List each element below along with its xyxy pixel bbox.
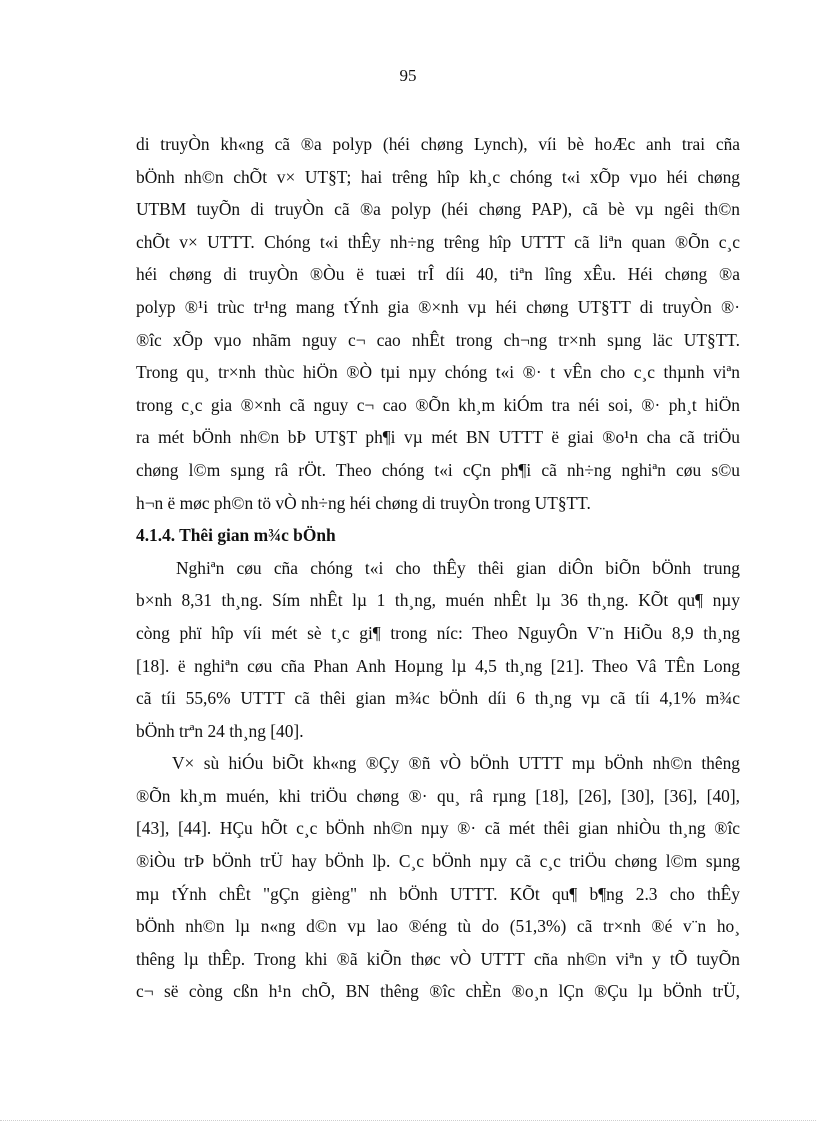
document-body bbox=[136, 128, 740, 1008]
page-number: 95 bbox=[399, 66, 417, 85]
text-line: ®Õn kh¸m muén, khi triÖu chøng ®· qu¸ râ rµng [18], [26], [30], [36], [40], bbox=[136, 785, 740, 806]
text-line: di truyÒn kh«ng cã ®a polyp (héi chøng Lynch), víi bè hoÆc anh trai cña bbox=[136, 134, 740, 154]
text-line: polyp ®¹i trùc tr¹ng mang tÝnh gia ®×nh vµ héi chøng UT§TT di truyÒn ®· bbox=[136, 296, 740, 317]
text-line: UTBM tuyÕn di truyÒn cã ®a polyp (héi chøng PAP), cã bè vµ ngêi th©n bbox=[136, 199, 740, 220]
paragraph-disease-duration bbox=[136, 552, 740, 748]
text-line: bÖnh trªn 24 th¸ng [40]. bbox=[136, 720, 304, 741]
text-line: b×nh 8,31 th¸ng. Sím nhÊt lµ 1 th¸ng, muén nhÊt lµ 36 th¸ng. KÕt qu¶ nµy bbox=[136, 590, 740, 611]
text-line: ®îc xÕp vµo nhãm nguy c¬ cao nhÊt trong ch¬ng tr×nh sµng läc UT§TT. bbox=[136, 329, 740, 350]
text-line: héi chøng di truyÒn ®Òu ë tuæi trÎ díi 40, tiªn lîng xÊu. Héi chøng ®a bbox=[136, 264, 740, 285]
section-heading: 4.1.4. Thêi gian m¾c bÖnh bbox=[136, 525, 336, 546]
text-line: bÖnh nh©n lµ n«ng d©n vµ lao ®éng tù do (51,3%) cã tr×nh ®é v¨n ho¸ bbox=[136, 916, 740, 937]
text-line: chøng l©m sµng râ rÖt. Theo chóng t«i cÇn ph¶i cã nh÷ng nghiªn cøu s©u bbox=[136, 459, 740, 480]
text-line: thêng lµ thÊp. Trong khi ®ã kiÕn thøc vÒ UTTT cña nh©n viªn y tÕ tuyÕn bbox=[136, 948, 740, 969]
text-line: trong c¸c gia ®×nh cã nguy c¬ cao ®Õn kh¸m kiÓm tra néi soi, ®· ph¸t hiÖn bbox=[136, 394, 740, 415]
text-line: [18]. ë nghiªn cøu cña Phan Anh Hoµng lµ 4,5 th¸ng [21]. Theo Vâ TÊn Long bbox=[136, 655, 740, 676]
text-line: c¬ së còng cßn h¹n chÕ, BN thêng ®îc chÈn ®o¸n lÇn ®Çu lµ bÖnh trÜ, bbox=[136, 981, 740, 1002]
text-line: bÖnh nh©n chÕt v× UT§T; hai trêng hîp kh¸c chóng t«i xÕp vµo héi chøng bbox=[136, 166, 740, 187]
text-line: còng phï hîp víi mét sè t¸c gi¶ trong níc: Theo NguyÔn V¨n HiÕu 8,9 th¸ng bbox=[136, 622, 740, 643]
text-line: V× sù hiÓu biÕt kh«ng ®Çy ®ñ vÒ bÖnh UTTT mµ bÖnh nh©n thêng bbox=[172, 753, 740, 774]
text-line: ®iÒu trÞ bÖnh trÜ hay bÖnh lþ. C¸c bÖnh nµy cã c¸c triÖu chøng l©m sµng bbox=[136, 851, 740, 872]
text-line: chÕt v× UTTT. Chóng t«i thÊy nh÷ng trêng hîp UTTT cã liªn quan ®Õn c¸c bbox=[136, 231, 740, 252]
text-line: ra mét bÖnh nh©n bÞ UT§T ph¶i vµ mét BN UTTT ë giai ®o¹n cha cã triÖu bbox=[136, 427, 740, 448]
text-line: Trong qu¸ tr×nh thùc hiÖn ®Ò tµi nµy chóng t«i ®· t vÊn cho c¸c thµnh viªn bbox=[136, 362, 740, 383]
text-line: Nghiªn cøu cña chóng t«i cho thÊy thêi gian diÔn biÕn bÖnh trung bbox=[176, 557, 740, 578]
page-bottom-rule bbox=[0, 1120, 816, 1121]
text-line: mµ tÝnh chÊt "gÇn gièng" nh bÖnh UTTT. KÕt qu¶ b¶ng 2.3 cho thÊy bbox=[136, 883, 740, 904]
paragraph-late-presentation bbox=[136, 747, 740, 1008]
paragraph-hereditary-syndromes bbox=[136, 128, 740, 519]
text-line: h¬n ë møc ph©n tö vÒ nh÷ng héi chøng di truyÒn trong UT§TT. bbox=[136, 492, 591, 513]
text-line: cã tíi 55,6% UTTT cã thêi gian m¾c bÖnh díi 6 th¸ng vµ cã tíi 4,1% m¾c bbox=[136, 688, 740, 709]
text-line: [43], [44]. HÇu hÕt c¸c bÖnh nh©n nµy ®· cã mét thêi gian nhiÒu th¸ng ®îc bbox=[136, 818, 740, 839]
